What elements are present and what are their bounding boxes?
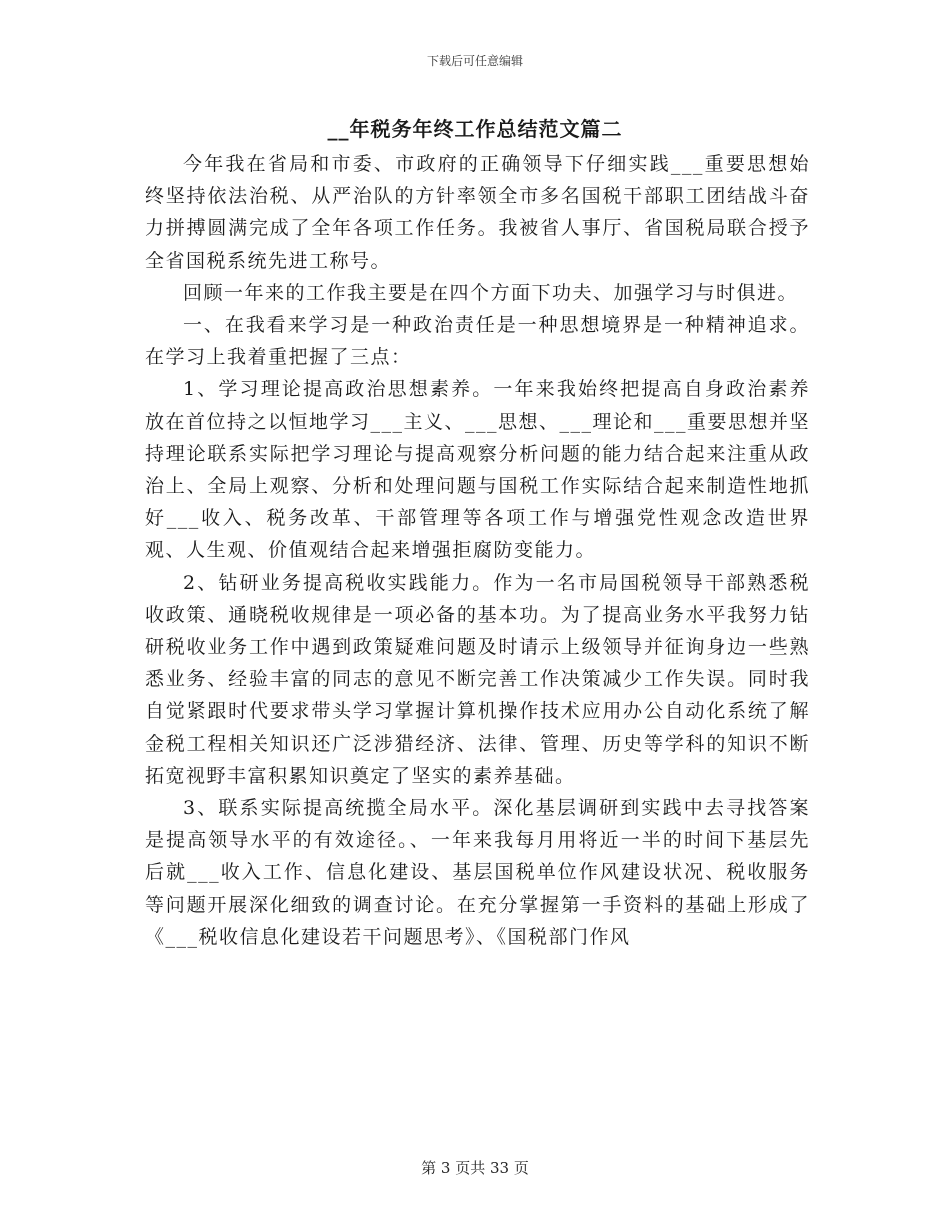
document-title: __年税务年终工作总结范文篇二 <box>327 117 623 141</box>
paragraph: 2、钻研业务提高税收实践能力。作为一名市局国税领导干部熟悉税收政策、通晓税收规律是一项必备的基本功。为了提高业务水平我努力钻研税收业务工作中遇到政策疑难问题及时请示上级领导并征询身边一些熟悉业务、经验丰富的同志的意见不断完善工作决策减少工作失误。同时我自觉紧跟时代要求带头学习掌握计算机操作技术应用办公自动化系统了解金税工程相关知识还广泛涉猎经济、法律、管理、历史等学科的知识不断拓宽视野丰富积累知识奠定了坚实的素养基础。 <box>145 571 810 787</box>
paragraph: 今年我在省局和市委、市政府的正确领导下仔细实践___重要思想始终坚持依法治税、从严治队的方针率领全市多名国税干部职工团结战斗奋力拼搏圆满完成了全年各项工作任务。我被省人事厅、省国税局联合授予全省国税系统先进工称号。 <box>145 153 810 272</box>
paragraph: 3、联系实际提高统揽全局水平。深化基层调研到实践中去寻找答案是提高领导水平的有效途径。、一年来我每月用将近一半的时间下基层先后就___收入工作、信息化建设、基层国税单位作风建设状况、税收服务等问题开展深化细致的调查讨论。在充分掌握第一手资料的基础上形成了《___税收信息化建设若干问题思考》、《国税部门作风 <box>145 797 810 948</box>
paragraph: 一、在我看来学习是一种政治责任是一种思想境界是一种精神追求。在学习上我着重把握了三点： <box>145 314 810 369</box>
page-number: 第 3 页共 33 页 <box>421 1159 529 1177</box>
header-note: 下载后可任意编辑 <box>426 54 523 68</box>
paragraph: 1、学习理论提高政治思想素养。一年来我始终把提高自身政治素养放在首位持之以恒地学习___主义、___思想、___理论和___重要思想并坚持理论联系实际把学习理论与提高观察分析问题的能力结合起来注重从政治上、全局上观察、分析和处理问题与国税工作实际结合起来制造性地抓好___收入、税务改革、干部管理等各项工作与增强党性观念改造世界观、人生观、价值观结合起来增强拒腐防变能力。 <box>145 378 811 562</box>
paragraph: 回顾一年来的工作我主要是在四个方面下功夫、加强学习与时俱进。 <box>183 281 799 304</box>
document-body <box>145 148 810 953</box>
